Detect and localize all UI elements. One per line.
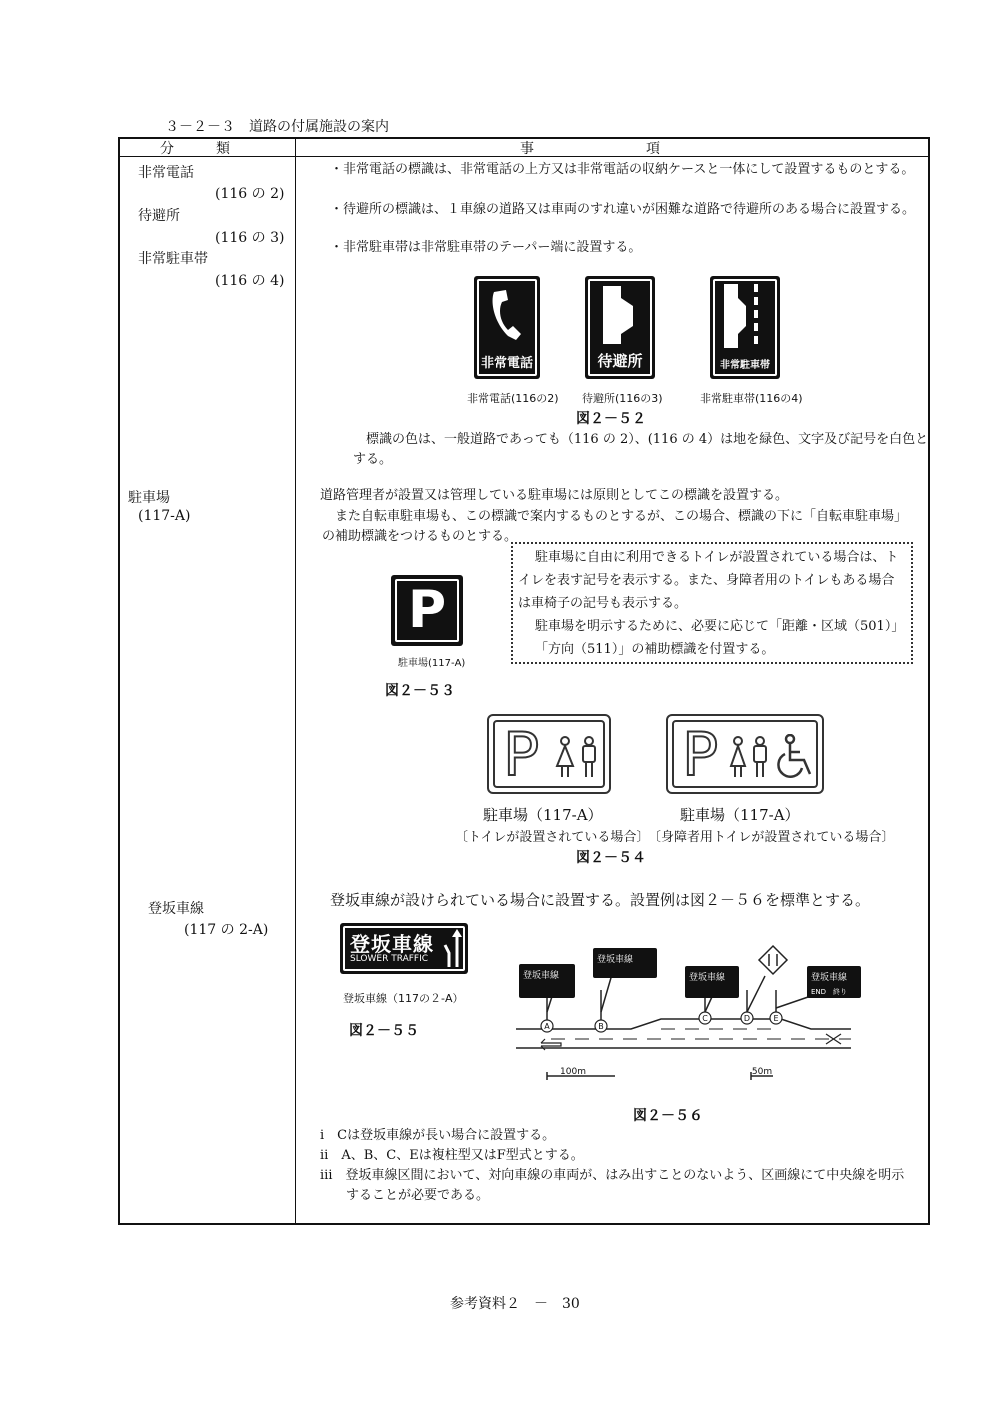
figure-label: 図２－５４ bbox=[576, 850, 646, 866]
bullet-parking-bay: ・非常駐車帯は非常駐車帯のテーパー端に設置する。 bbox=[330, 240, 642, 255]
sign-name: 駐車場（117‐A） bbox=[483, 806, 603, 824]
toilet-icon bbox=[728, 736, 770, 778]
page-number: 参考資料２ － 30 bbox=[450, 1296, 580, 1312]
bullet-emergency-phone: ・非常電話の標識は、非常電話の上方又は非常電話の収納ケースと一体にして設置するものとする。 bbox=[330, 162, 915, 177]
diagram-marker: E bbox=[773, 1014, 779, 1023]
category-code: (116 の 3) bbox=[215, 230, 285, 246]
header-category: 分 類 bbox=[160, 141, 230, 157]
parking-bay-icon bbox=[718, 282, 772, 350]
figure-label: 図２－５５ bbox=[349, 1023, 419, 1039]
diagram-marker: C bbox=[702, 1014, 708, 1023]
note-line: イレを表す記号を表示する。また、身障者用のトイレもある場合 bbox=[518, 573, 895, 588]
diagram-marker: D bbox=[743, 1014, 751, 1023]
climbing-note: ⅱ A、B、C、Eは複柱型又はF型式とする。 bbox=[320, 1148, 584, 1163]
parking-accessible-toilet-sign bbox=[666, 714, 824, 794]
note-line: 駐車場に自由に利用できるトイレが設置されている場合は、ト bbox=[535, 550, 899, 565]
refuge-sign bbox=[585, 276, 655, 379]
parking-letter: P bbox=[407, 580, 447, 640]
parking-text: また自転車駐車場も、この標識で案内するものとするが、この場合、標識の下に「自転車駐車場」 bbox=[335, 509, 908, 524]
parking-text: 道路管理者が設置又は管理している駐車場には原則としてこの標識を設置する。 bbox=[320, 488, 789, 503]
climbing-note: することが必要である。 bbox=[320, 1188, 490, 1203]
sign-caption: 非常駐車帯(116の4) bbox=[700, 392, 803, 405]
figure-label: 図２－５２ bbox=[576, 411, 646, 427]
climbing-note: ⅰ Cは登坂車線が長い場合に設置する。 bbox=[320, 1128, 556, 1143]
sign-caption: 駐車場(117-A) bbox=[398, 658, 466, 669]
parking-text: の補助標識をつけるものとする。 bbox=[322, 529, 518, 544]
sign-subcaption: 〔トイレが設置されている場合〕 bbox=[455, 830, 650, 845]
sign-title: 登坂車線 bbox=[350, 932, 434, 956]
diagram-marker: A bbox=[544, 1022, 550, 1031]
climbing-text: 登坂車線が設けられている場合に設置する。設置例は図２－５６を標準とする。 bbox=[330, 891, 871, 909]
sign-caption: 登坂車線（117の２‐A） bbox=[343, 992, 464, 1005]
sign-label: 待避所 bbox=[597, 352, 643, 370]
lane-merge-arrow-icon bbox=[442, 929, 464, 969]
parking-bay-sign bbox=[710, 276, 780, 379]
diagram-sign-text: 登坂車線 bbox=[689, 973, 726, 983]
category-name: 非常駐車帯 bbox=[138, 251, 208, 267]
parking-sign bbox=[391, 575, 463, 646]
category-code: (116 の 2) bbox=[215, 186, 285, 202]
category-code: (116 の 4) bbox=[215, 273, 285, 289]
sign-caption: 待避所(116の3) bbox=[582, 392, 663, 405]
section-title: ３－２－３ 道路の付属施設の案内 bbox=[165, 119, 389, 135]
diagram-distance: 100m bbox=[560, 1067, 586, 1077]
bullet-refuge: ・待避所の標識は、１車線の道路又は車両のすれ違いが困難な道路で待避所のある場合に設置する。 bbox=[330, 202, 916, 217]
category-name: 駐車場 bbox=[128, 490, 170, 506]
sign-subtitle: SLOWER TRAFFIC bbox=[350, 954, 429, 964]
category-code: (117 の 2‐A) bbox=[184, 922, 269, 938]
diagram-end-text: END 終り bbox=[811, 988, 848, 996]
sign-label: 非常駐車帯 bbox=[720, 360, 770, 371]
sign-caption: 非常電話(116の2) bbox=[467, 392, 559, 405]
diagram-marker: B bbox=[598, 1022, 604, 1031]
note-line: 「方向（511）」の補助標識を付置する。 bbox=[535, 642, 775, 657]
wheelchair-icon bbox=[776, 734, 818, 780]
diagram-sign-text: 登坂車線 bbox=[597, 955, 634, 965]
column-divider bbox=[295, 137, 296, 1225]
figure-label: 図２－５６ bbox=[633, 1108, 703, 1124]
emergency-phone-sign bbox=[474, 276, 540, 379]
diagram-sign-text: 登坂車線 bbox=[523, 971, 560, 981]
parking-toilet-sign bbox=[487, 714, 611, 794]
climbing-note: ⅲ 登坂車線区間において、対向車線の車両が、はみ出すことのないよう、区画線にて中央線を明示 bbox=[320, 1168, 905, 1183]
diagram-sign-text: 登坂車線 bbox=[811, 973, 848, 983]
sign-subcaption: 〔身障者用トイレが設置されている場合〕 bbox=[648, 830, 895, 845]
header-details: 事 項 bbox=[520, 141, 660, 157]
color-note-line1: 標識の色は、一般道路であっても（116 の 2）、(116 の 4）は地を緑色、文字及び記号を白色と bbox=[366, 432, 929, 447]
toilet-icon bbox=[553, 736, 601, 778]
note-line: は車椅子の記号も表示する。 bbox=[518, 596, 688, 611]
category-name: 非常電話 bbox=[138, 165, 194, 181]
climbing-lane-diagram bbox=[511, 916, 871, 1088]
diagram-distance: 50m bbox=[751, 1067, 773, 1077]
category-code: (117‐A) bbox=[138, 508, 191, 524]
category-name: 登坂車線 bbox=[148, 901, 204, 917]
parking-letter: P bbox=[682, 720, 719, 790]
climbing-lane-sign bbox=[340, 923, 468, 974]
sign-name: 駐車場（117‐A） bbox=[680, 806, 800, 824]
refuge-icon bbox=[599, 284, 641, 346]
color-note-line2: する。 bbox=[353, 452, 393, 467]
figure-label: 図２－５３ bbox=[385, 683, 455, 699]
phone-icon bbox=[488, 288, 528, 344]
note-line: 駐車場を明示するために、必要に応じて「距離・区域（501）」 bbox=[535, 619, 905, 634]
category-name: 待避所 bbox=[138, 208, 180, 224]
parking-letter: P bbox=[503, 720, 540, 790]
sign-label: 非常電話 bbox=[480, 356, 533, 371]
